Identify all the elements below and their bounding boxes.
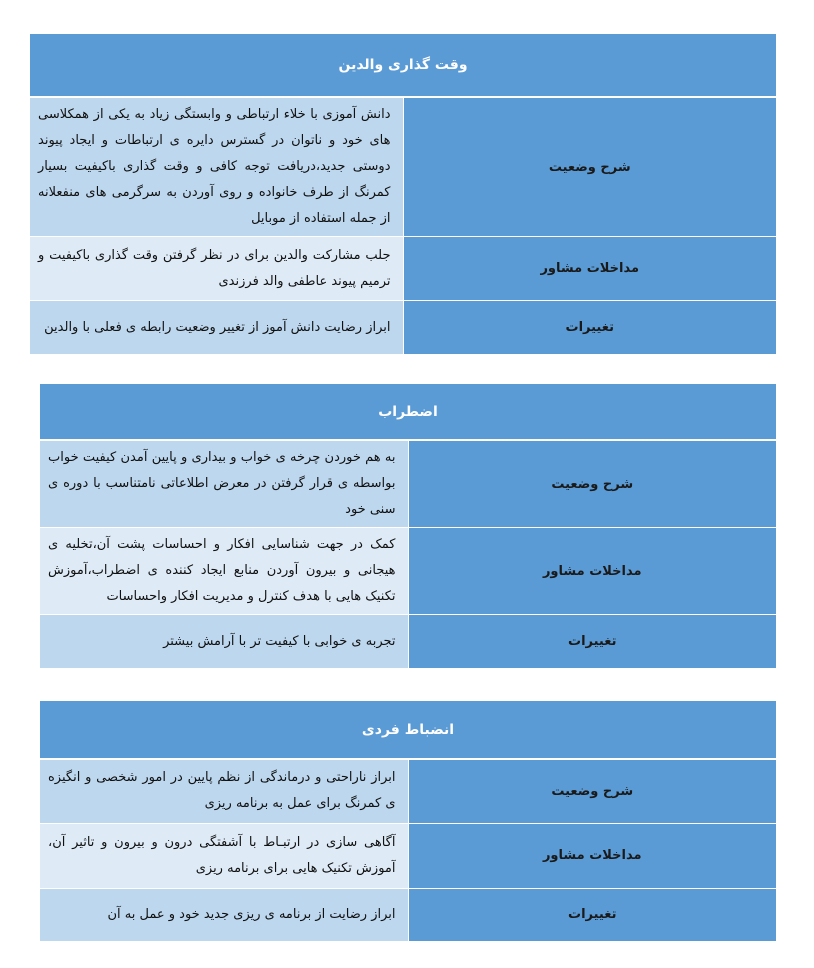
row-label: مداخلات مشاور	[408, 823, 776, 888]
row-text: ابراز رضایت دانش آموز از تغییر وضعیت رابطه ی فعلی با والدین	[30, 301, 403, 355]
row-label: مداخلات مشاور	[403, 237, 776, 301]
table-row	[40, 528, 776, 615]
row-text: دانش آموزی با خلاء ارتباطی و وابستگی زیاد به یکی از همکلاسی های خود و ناتوان در گسترس دایره ی ارتباطات و ایجاد پیوند دوستی جدید،دریافت توجه کافی و وقت گذاری باکیفیت بسیار کمرنگ از طرف خانواده و روی آوردن به سرگرمی های منفعلانه از جمله استفاده از موبایل	[30, 97, 403, 237]
row-label: شرح وضعیت	[403, 97, 776, 237]
row-label: تغییرات	[408, 615, 776, 669]
table-row	[30, 237, 776, 301]
table-row	[40, 759, 776, 823]
table-title: اضطراب	[40, 384, 776, 440]
row-label: مداخلات مشاور	[408, 528, 776, 615]
table-title: انضباط فردی	[40, 701, 776, 759]
row-label: شرح وضعیت	[408, 759, 776, 823]
table-row	[40, 823, 776, 888]
row-text: تجربه ی خوابی با کیفیت تر با آرامش بیشتر	[40, 615, 408, 669]
table-row	[40, 888, 776, 941]
case-table-personal-discipline	[40, 701, 776, 942]
row-text: جلب مشارکت والدین برای در نظر گرفتن وقت گذاری باکیفیت و ترمیم پیوند عاطفی والد فرزندی	[30, 237, 403, 301]
row-label: شرح وضعیت	[408, 440, 776, 528]
row-label: تغییرات	[408, 888, 776, 941]
row-text: ابراز ناراحتی و درماندگی از نظم پایین در امور شخصی و انگیزه ی کمرنگ برای عمل به برنامه ریزی	[40, 759, 408, 823]
row-label: تغییرات	[403, 301, 776, 355]
table-row	[30, 97, 776, 237]
table-row	[40, 615, 776, 669]
row-text: به هم خوردن چرخه ی خواب و بیداری و پایین آمدن کیفیت خواب بواسطه ی قرار گرفتن در معرض اطلاعاتی نامتناسب با دوره ی سنی خود	[40, 440, 408, 528]
row-text: آگاهی سازی در ارتبـاط با آشفتگی درون و بیرون و تاثیر آن، آموزش تکنیک هایی برای برنامه ریزی	[40, 823, 408, 888]
row-text: کمک در جهت شناسایی افکار و احساسات پشت آن،تخلیه ی هیجانی و بیرون آوردن منابع ایجاد کننده ی اضطراب،آموزش تکنیک هایی با هدف کنترل و مدیریت افکار واحساسات	[40, 528, 408, 615]
case-table-anxiety	[40, 384, 776, 669]
table-row	[40, 440, 776, 528]
table-title: وقت گذاری والدین	[30, 34, 776, 97]
row-text: ابراز رضایت از برنامه ی ریزی جدید خود و عمل به آن	[40, 888, 408, 941]
case-table-parent-time	[30, 34, 776, 355]
table-row	[30, 301, 776, 355]
